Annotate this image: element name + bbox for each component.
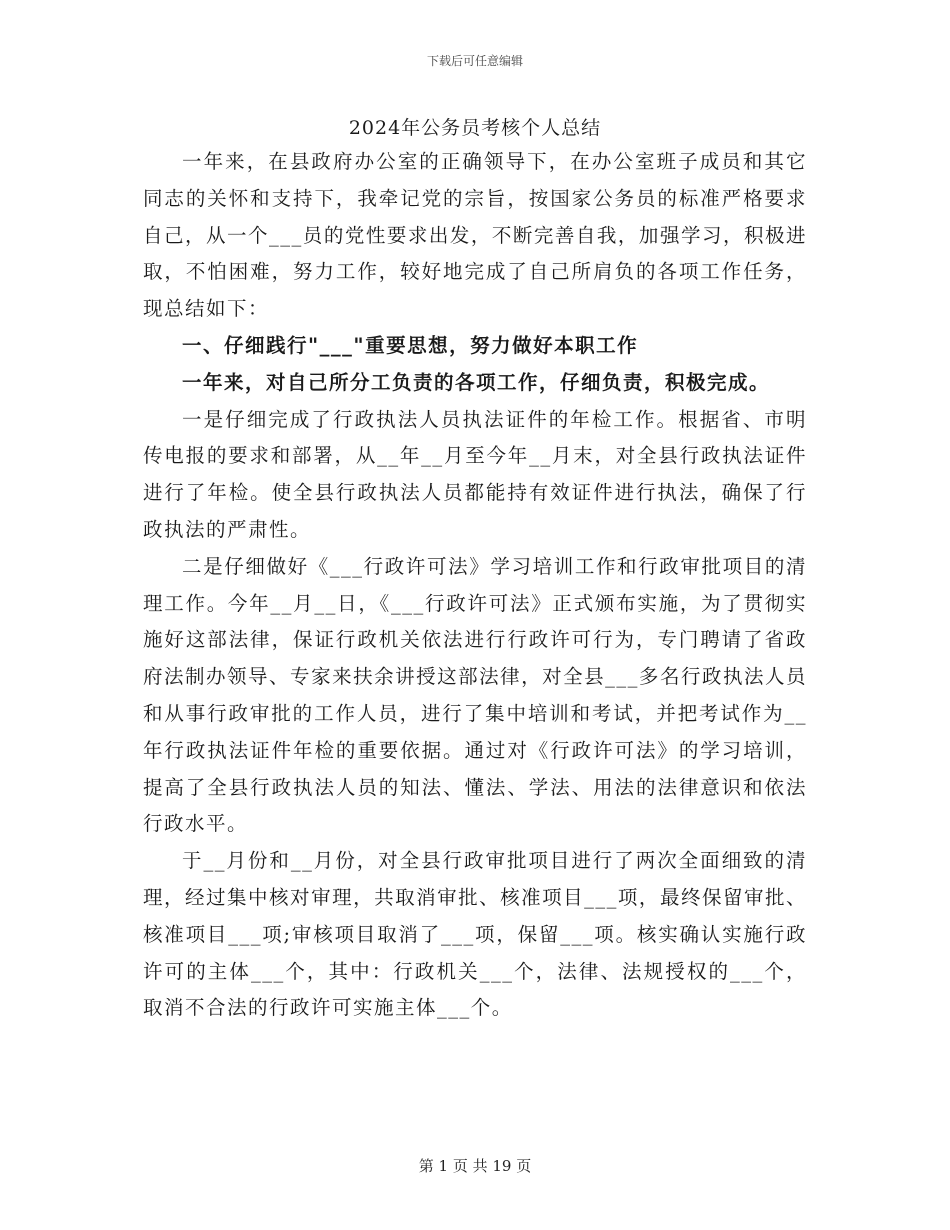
page-header-note: 下载后可任意编辑 [426, 54, 523, 68]
document-title: 2024年公务员考核个人总结 [348, 117, 602, 139]
body-paragraph: 于__月份和__月份，对全县行政审批项目进行了两次全面细致的清理，经过集中核对审理，共取消审批、核准项目___项，最终保留审批、核准项目___项;审核项目取消了___项，保留___项。核实确认实施行政许可的主体___个，其中：行政机关___个，法律、法规授权的___个，取消不合法的行政许可实施主体___个。 [143, 849, 807, 1020]
body-paragraph: 一是仔细完成了行政执法人员执法证件的年检工作。根据省、市明传电报的要求和部署，从__年__月至今年__月末，对全县行政执法证件进行了年检。使全县行政执法人员都能持有效证件进行执法，确保了行政执法的严肃性。 [143, 407, 807, 541]
body-paragraph: 二是仔细做好《___行政许可法》学习培训工作和行政审批项目的清理工作。今年__月__日，《___行政许可法》正式颁布实施，为了贯彻实施好这部法律，保证行政机关依法进行行政许可行为，专门聘请了省政府法制办领导、专家来扶余讲授这部法律，对全县___多名行政执法人员和从事行政审批的工作人员，进行了集中培训和考试，并把考试作为__年行政执法证件年检的重要依据。通过对《行政许可法》的学习培训，提高了全县行政执法人员的知法、懂法、学法、用法的法律意识和依法行政水平。 [143, 554, 807, 836]
section-heading: 一、仔细践行"___"重要思想，努力做好本职工作 [182, 333, 639, 357]
document-body [143, 144, 807, 1027]
page-number: 第 1 页 共 19 页 [418, 1157, 532, 1175]
section-summary: 一年来，对自己所分工负责的各项工作，仔细负责，积极完成。 [182, 370, 771, 394]
intro-paragraph: 一年来，在县政府办公室的正确领导下，在办公室班子成员和其它同志的关怀和支持下，我牵记党的宗旨，按国家公务员的标准严格要求自己，从一个___员的党性要求出发，不断完善自我，加强学习，积极进取，不怕困难，努力工作，较好地完成了自己所肩负的各项工作任务，现总结如下： [143, 150, 807, 321]
